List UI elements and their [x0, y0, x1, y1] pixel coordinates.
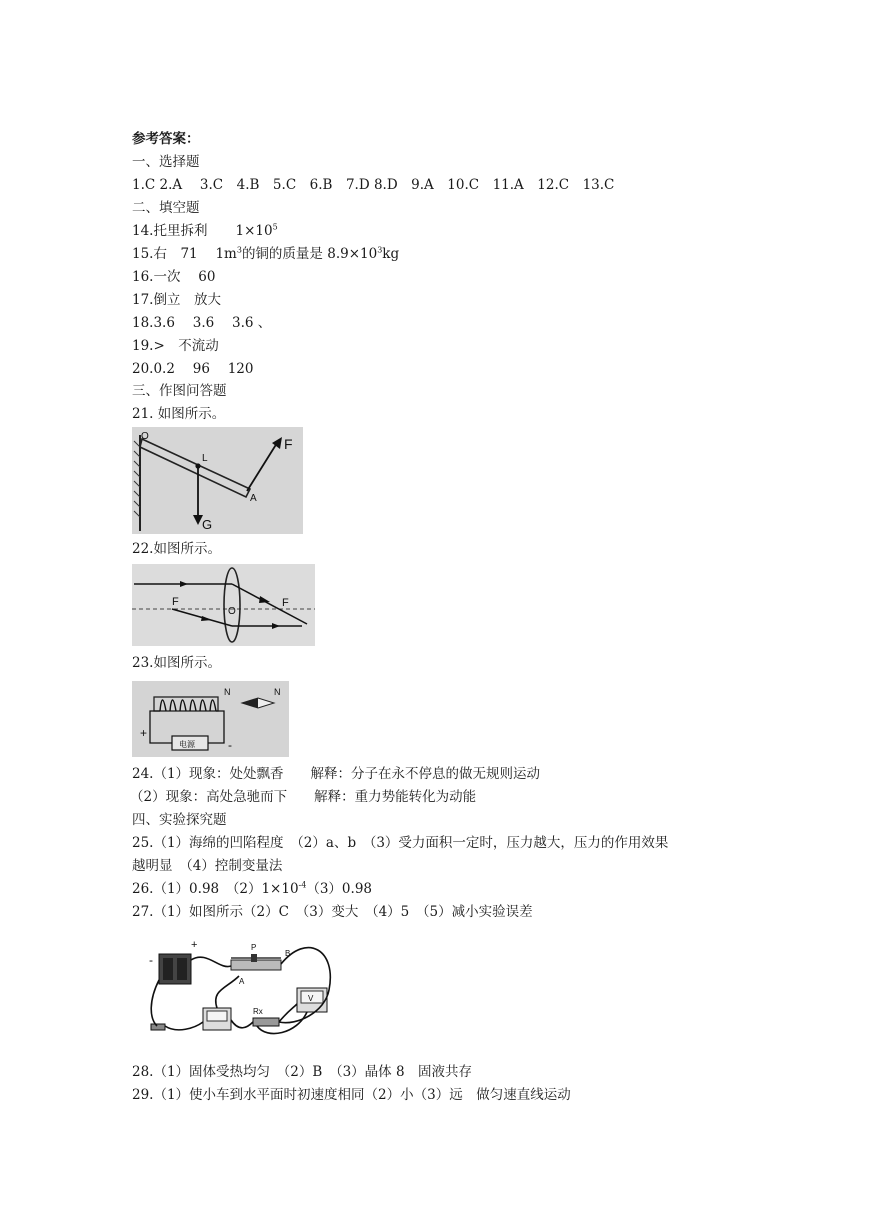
q18: 18.3.6 3.6 3.6 、: [132, 315, 272, 331]
q15: [132, 245, 399, 263]
label-power-source: 电源: [179, 740, 195, 749]
section-fill: 二、填空题: [132, 200, 200, 216]
q15-unit: kg: [382, 246, 400, 262]
q15-answer-a: 15.右 71 1m: [132, 246, 237, 262]
q26-answer-b: （3）0.98: [306, 881, 372, 897]
label-A: A: [250, 493, 257, 504]
label-battery-plus: +: [191, 939, 198, 951]
q25-line1: 25.（1）海绵的凹陷程度 （2）a、b （3）受力面积一定时，压力越大，压力的作用效果: [132, 835, 669, 851]
section-experiment: 四、实验探究题: [132, 812, 227, 828]
choice-answers: 1.C 2.A 3.C 4.B 5.C 6.B 7.D 8.D 9.A 10.C 11.A 12.C 13.C: [132, 177, 615, 193]
circuit-figure: [147, 930, 337, 1042]
label-G: G: [202, 517, 213, 532]
label-minus: -: [228, 738, 232, 752]
q15-exponent-a: 3: [236, 245, 242, 255]
q21: 21. 如图所示。: [132, 406, 226, 422]
label-resistor: Rx: [253, 1007, 263, 1016]
q24-part1: 24.（1）现象：处处飘香 解释：分子在永不停息的做无规则运动: [132, 766, 541, 782]
q26: [132, 880, 372, 898]
label-focus-right: F: [282, 597, 289, 609]
q26-exponent: -4: [298, 880, 307, 890]
answer-heading: 参考答案：: [132, 131, 200, 147]
q14-answer-a: 14.托里拆利: [132, 223, 208, 239]
label-F: F: [284, 436, 293, 452]
q20: 20.0.2 96 120: [132, 361, 254, 377]
label-voltmeter: V: [308, 994, 314, 1003]
q25-line2: 越明显 （4）控制变量法: [132, 858, 283, 874]
q22: 22.如图所示。: [132, 541, 221, 557]
q16: 16.一次 60: [132, 269, 216, 285]
q14-exponent: 5: [272, 222, 278, 232]
label-battery-minus: -: [149, 953, 153, 967]
solenoid-figure: [132, 681, 289, 757]
q15-answer-b: 的铜的质量是 8.9×10: [241, 246, 378, 262]
q17: 17.倒立 放大: [132, 292, 221, 308]
section-choice: 一、选择题: [132, 154, 200, 170]
q23: 23.如图所示。: [132, 655, 221, 671]
label-needle-pole: N: [274, 687, 281, 697]
label-terminal-B: B: [285, 949, 291, 958]
label-terminal-A: A: [239, 977, 245, 986]
q14: [132, 222, 278, 240]
q28: 28.（1）固体受热均匀 （2）B （3）晶体 8 固液共存: [132, 1064, 473, 1080]
q14-answer-b: 1×10: [235, 223, 273, 239]
lever-figure: [132, 427, 303, 534]
label-optical-center: O: [228, 606, 236, 617]
q26-answer-a: 26.（1）0.98 （2）1×10: [132, 881, 299, 897]
label-plus: +: [140, 726, 148, 740]
q15-exponent-b: 3: [377, 245, 383, 255]
label-slider-P: P: [251, 943, 257, 952]
label-L: L: [202, 453, 208, 464]
q29: 29.（1）使小车到水平面时初速度相同（2）小（3）远 做匀速直线运动: [132, 1087, 571, 1103]
label-coil-pole: N: [224, 687, 231, 697]
label-focus-left: F: [172, 596, 179, 608]
q24-part2: （2）现象：高处急驰而下 解释：重力势能转化为动能: [130, 789, 477, 805]
section-drawing: 三、作图问答题: [132, 383, 227, 399]
q19: 19.> 不流动: [132, 338, 219, 354]
q27: 27.（1）如图所示（2）C （3）变大 （4）5 （5）减小实验误差: [132, 904, 533, 920]
label-O: O: [141, 431, 149, 442]
lens-figure: [132, 564, 315, 646]
